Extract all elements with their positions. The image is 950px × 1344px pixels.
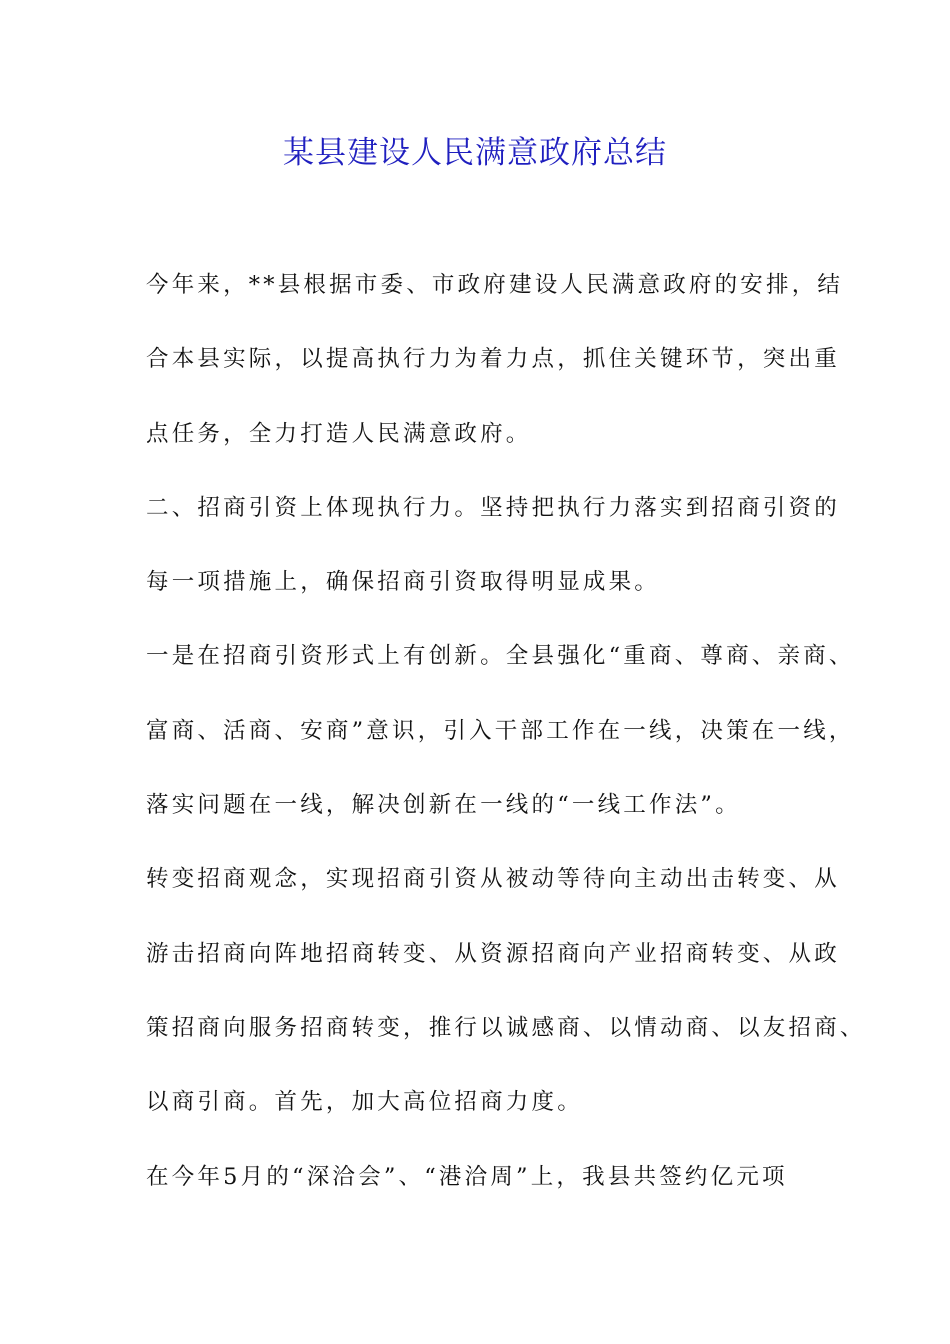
paragraph (146, 1154, 826, 1228)
text-line: 点任务，全力打造人民满意政府。 (146, 420, 532, 447)
paragraph (146, 856, 866, 1153)
text-line: 每一项措施上，确保招商引资取得明显成果。 (146, 569, 661, 596)
text-line: 以商引商。首先，加大高位招商力度。 (146, 1089, 583, 1116)
text-line: 转变招商观念，实现招商引资从被动等待向主动出击转变、从 (146, 866, 840, 893)
text-line: 今年来，**县根据市委、市政府建设人民满意政府的安排，结 (146, 272, 844, 298)
text-line: 游击招商向阵地招商转变、从资源招商向产业招商转变、从政 (146, 940, 840, 967)
text-line: 一是在招商引资形式上有创新。全县强化“重商、尊商、亲商、 (146, 643, 855, 670)
document-title: 某县建设人民满意政府总结 (283, 135, 667, 171)
paragraph (146, 633, 855, 856)
paragraph (146, 485, 840, 634)
text-line: 二、招商引资上体现执行力。坚持把执行力落实到招商引资的 (146, 494, 840, 521)
paragraph (146, 262, 844, 485)
text-line: 策招商向服务招商转变，推行以诚感商、以情动商、以友招商、 (146, 1014, 866, 1041)
text-line: 富商、活商、安商”意识，引入干部工作在一线，决策在一线， (146, 717, 855, 744)
text-line: 合本县实际，以提高执行力为着力点，抓住关键环节，突出重 (146, 346, 840, 373)
text-line: 落实问题在一线，解决创新在一线的“一线工作法”。 (146, 792, 741, 819)
document-body (146, 262, 866, 1228)
text-line: 在今年5月的“深洽会”、“港洽周”上，我县共签约亿元项 (146, 1163, 788, 1190)
